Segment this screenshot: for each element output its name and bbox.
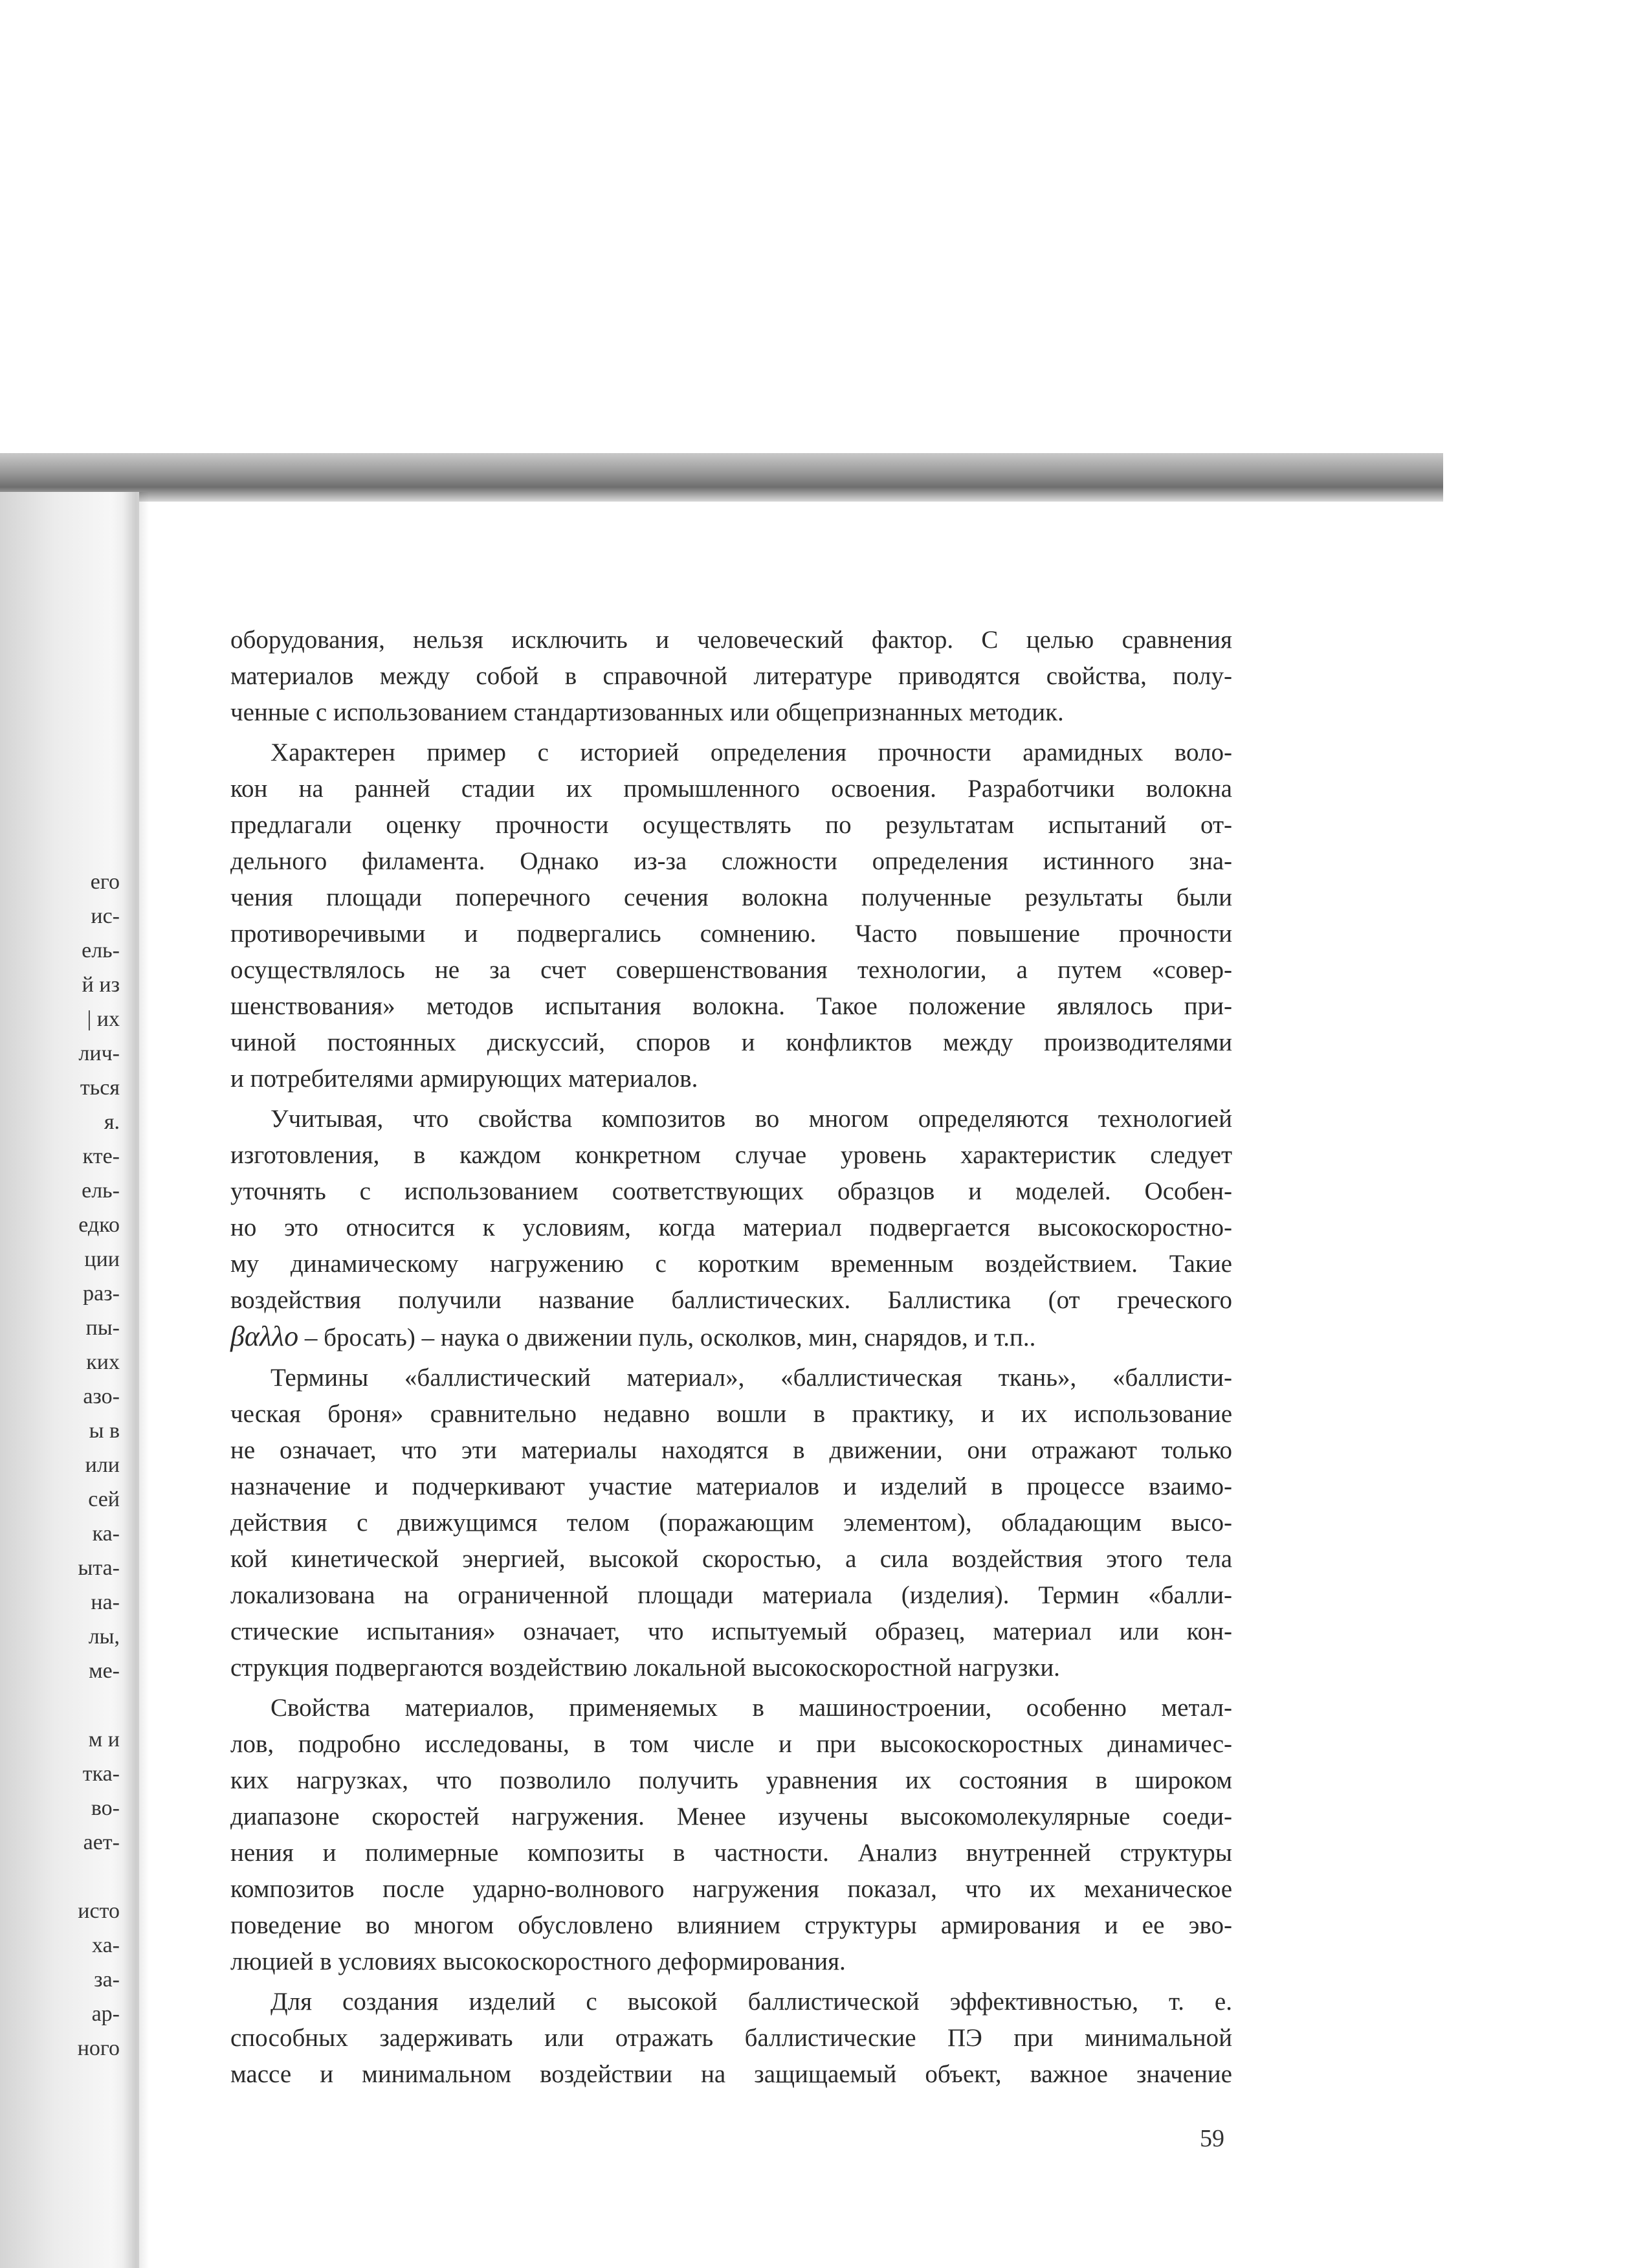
paragraph-3 xyxy=(230,1101,1232,1356)
left-page-fragment: на- xyxy=(91,1590,120,1614)
left-page-fragment: лич- xyxy=(78,1041,120,1065)
paragraph-4 xyxy=(230,1360,1232,1686)
text-line-rest: – бросать) – наука о движении пуль, осколков, мин, снарядов, и т.п.. xyxy=(298,1324,1036,1351)
left-page-fragment: кте- xyxy=(82,1144,120,1168)
text-line: изготовления, в каждом конкретном случае уровень характеристик следует xyxy=(230,1141,1232,1169)
text-line: но это относится к условиям, когда материал подвергается высокоскоростно- xyxy=(230,1214,1232,1241)
text-line: струкция подвергаются воздействию локальной высокоскоростной нагрузки. xyxy=(230,1654,1060,1682)
left-page-fragment: ы в xyxy=(89,1419,120,1443)
left-page-fragment: м и xyxy=(88,1728,120,1751)
text-line: композитов после ударно-волнового нагружения показал, что их механическое xyxy=(230,1875,1232,1903)
left-page-fragment: й из xyxy=(82,973,120,997)
text-line: действия с движущимся телом (поражающим элементом), обладающим высо- xyxy=(230,1509,1232,1537)
left-page-fragment: ких xyxy=(86,1350,120,1374)
paragraph-5 xyxy=(230,1690,1232,1980)
text-line: му динамическому нагружению с коротким временным воздействием. Такие xyxy=(230,1250,1232,1278)
left-page-fragment xyxy=(0,1860,123,1894)
book-spine-shadow xyxy=(123,492,149,2268)
text-line: нения и полимерные композиты в частности. Анализ внутренней структуры xyxy=(230,1839,1232,1867)
text-line: воздействия получили название баллистических. Баллистика (от греческого xyxy=(230,1286,1232,1314)
text-line: кой кинетической энергией, высокой скоростью, а сила воздействия этого тела xyxy=(230,1545,1232,1573)
text-line: Для создания изделий с высокой баллистической эффективностью, т. е. xyxy=(271,1988,1232,2016)
page-number: 59 xyxy=(1200,2125,1224,2152)
text-line: противоречивыми и подвергались сомнению. Часто повышение прочности xyxy=(230,920,1232,948)
left-page-fragment: едко xyxy=(78,1213,120,1237)
left-page-fragment: ться xyxy=(80,1076,120,1100)
text-line: оборудования, нельзя исключить и человеческий фактор. С целью сравнения xyxy=(230,626,1232,654)
left-page-fragment: ис- xyxy=(91,904,120,928)
text-line: шенствования» методов испытания волокна. Такое положение являлось при- xyxy=(230,992,1232,1020)
book-edge-shadow xyxy=(0,453,1443,502)
text-line: материалов между собой в справочной литературе приводятся свойства, полу- xyxy=(230,662,1232,690)
text-line: диапазоне скоростей нагружения. Менее изучены высокомолекулярные соеди- xyxy=(230,1803,1232,1830)
paragraph-2 xyxy=(230,735,1232,1097)
left-page-fragment: его xyxy=(90,870,120,894)
left-page-fragment: ает- xyxy=(83,1830,120,1854)
left-page-fragment: ка- xyxy=(92,1522,120,1546)
left-page-text-fragments xyxy=(0,865,123,2065)
text-line: Характерен пример с историей определения прочности арамидных воло- xyxy=(271,739,1232,766)
left-page-fragment: раз- xyxy=(83,1282,120,1306)
left-page-fragment: исто xyxy=(78,1899,120,1923)
left-page-fragment: или xyxy=(85,1453,120,1477)
text-line xyxy=(230,1318,1232,1356)
left-page-fragment: за- xyxy=(94,1968,120,1992)
text-line: способных задерживать или отражать баллистические ПЭ при минимальной xyxy=(230,2024,1232,2052)
text-line: кон на ранней стадии их промышленного освоения. Разработчики волокна xyxy=(230,775,1232,803)
text-line: лов, подробно исследованы, в том числе и при высокоскоростных динамичес- xyxy=(230,1730,1232,1758)
greek-word: βαλλο xyxy=(230,1320,299,1352)
left-page-fragment: | их xyxy=(87,1007,120,1031)
left-page-fragment: сей xyxy=(88,1487,120,1511)
text-line: стические испытания» означает, что испытуемый образец, материал или кон- xyxy=(230,1618,1232,1645)
text-line: ченные с использованием стандартизованных или общепризнанных методик. xyxy=(230,698,1064,726)
text-line: и потребителями армирующих материалов. xyxy=(230,1065,698,1093)
left-page-fragment: ель- xyxy=(82,939,120,962)
paragraph-1 xyxy=(230,622,1232,731)
text-line: ческая броня» сравнительно недавно вошли в практику, и их использование xyxy=(230,1400,1232,1428)
left-page-fragment: ме- xyxy=(89,1659,120,1683)
text-line: осуществлялось не за счет совершенствования технологии, а путем «совер- xyxy=(230,956,1232,984)
left-page-fragment: я. xyxy=(104,1110,120,1134)
text-line: чиной постоянных дискуссий, споров и конфликтов между производителями xyxy=(230,1028,1232,1056)
text-line: не означает, что эти материалы находятся в движении, они отражают только xyxy=(230,1436,1232,1464)
text-line: поведение во многом обусловлено влиянием структуры армирования и ее эво- xyxy=(230,1911,1232,1939)
left-page-fragment: азо- xyxy=(83,1384,120,1408)
left-page-fragment: ха- xyxy=(92,1933,120,1957)
left-page-fragment: ыта- xyxy=(78,1556,120,1580)
text-line: дельного филамента. Однако из-за сложности определения истинного зна- xyxy=(230,847,1232,875)
text-line: Свойства материалов, применяемых в машиностроении, особенно метал- xyxy=(271,1694,1232,1722)
left-page-fragment: во- xyxy=(91,1796,120,1820)
left-page-fragment xyxy=(0,1688,123,1722)
text-line: предлагали оценку прочности осуществлять по результатам испытаний от- xyxy=(230,811,1232,839)
text-line: локализована на ограниченной площади материала (изделия). Термин «балли- xyxy=(230,1581,1232,1609)
left-page-fragment: ного xyxy=(77,2036,120,2060)
left-page-fragment: ар- xyxy=(91,2002,120,2026)
text-line: Учитывая, что свойства композитов во многом определяются технологией xyxy=(271,1105,1232,1133)
text-line: Термины «баллистический материал», «баллистическая ткань», «баллисти- xyxy=(271,1364,1232,1392)
text-line: назначение и подчеркивают участие материалов и изделий в процессе взаимо- xyxy=(230,1473,1232,1500)
text-line: люцией в условиях высокоскоростного деформирования. xyxy=(230,1948,846,1975)
left-page-fragment: лы, xyxy=(88,1625,120,1649)
left-page-fragment: ции xyxy=(84,1247,120,1271)
left-page-fragment: ель- xyxy=(82,1179,120,1203)
text-line: уточнять с использованием соответствующих образцов и моделей. Особен- xyxy=(230,1177,1232,1205)
text-line: массе и минимальном воздействии на защищаемый объект, важное значение xyxy=(230,2060,1232,2088)
text-line: чения площади поперечного сечения волокна полученные результаты были xyxy=(230,884,1232,911)
main-text xyxy=(230,622,1232,2096)
left-page-fragment: тка- xyxy=(82,1762,120,1786)
text-line: ких нагрузках, что позволило получить уравнения их состояния в широком xyxy=(230,1766,1232,1794)
left-page-fragment: пы- xyxy=(85,1316,120,1340)
paragraph-6 xyxy=(230,1984,1232,2093)
